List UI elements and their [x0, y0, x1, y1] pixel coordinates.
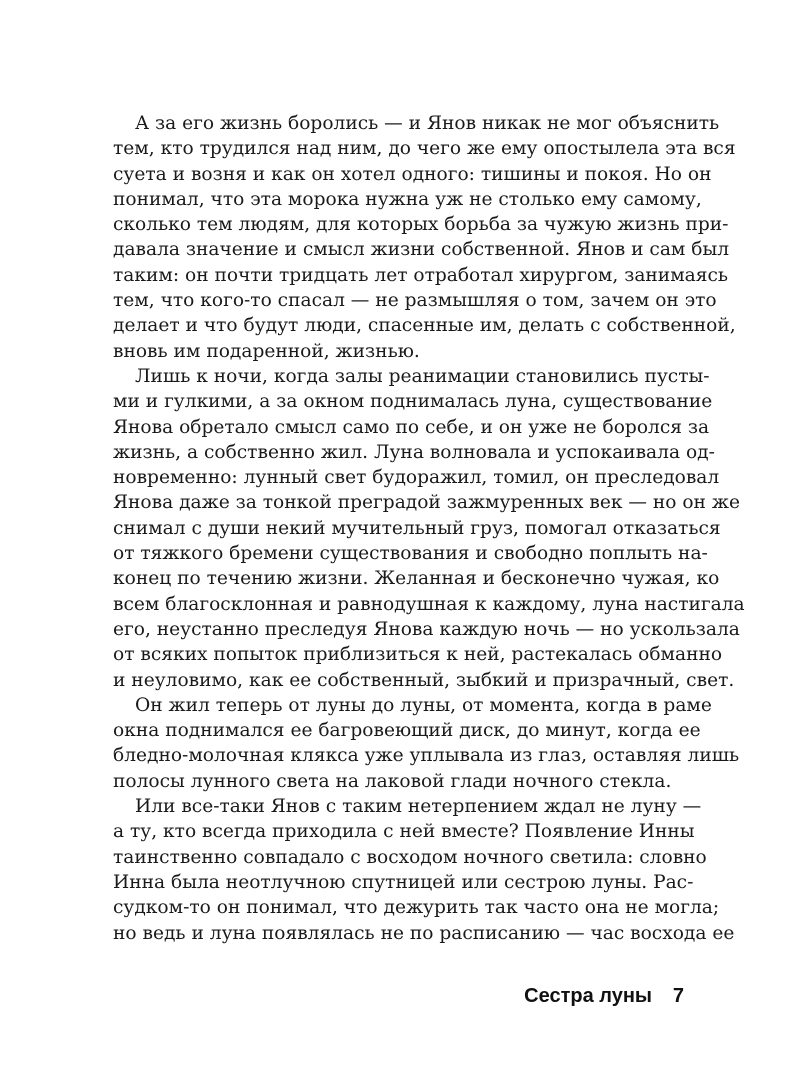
text-line: новременно: лунный свет будоражил, томил, он преследовал: [113, 467, 720, 489]
text-line: тем, что кого-то спасал — не размышляя о том, зачем он это: [113, 290, 717, 312]
running-title: Сестра луны: [524, 985, 652, 1007]
text-line: давала значение и смысл жизни собственной. Янов и сам был: [113, 239, 730, 261]
text-line: жизнь, а собственно жил. Луна волновала и успокаивала од-: [113, 441, 715, 463]
text-line: таинственно совпадало с восходом ночного светила: словно: [113, 846, 707, 868]
text-line: Или все-таки Янов с таким нетерпением ждал не луну —: [135, 796, 702, 818]
text-line: тем, кто трудился над ним, до чего же ему опостылела эта вся: [113, 138, 736, 160]
text-line: Янова обретало смысл само по себе, и он уже не боролся за: [113, 416, 710, 438]
text-line: его, неустанно преследуя Янова каждую ночь — но ускользала: [113, 618, 740, 640]
text-line: А за его жизнь боролись — и Янов никак не мог объяснить: [135, 113, 720, 134]
text-line: ми и гулкими, а за окном поднималась луна, существование: [113, 391, 713, 413]
text-line: сколько тем людям, для которых борьба за чужую жизнь при-: [113, 214, 729, 236]
text-line: Он жил теперь от луны до луны, от момента, когда в раме: [135, 694, 712, 716]
text-line: Инна была неотлучною спутницей или сестрою луны. Рас-: [113, 871, 694, 893]
text-line: всем благосклонная и равнодушная к каждому, луна настигала: [113, 593, 745, 615]
text-line: понимал, что эта морока нужна уж не столько ему самому,: [113, 188, 702, 210]
text-line: полосы лунного света на лаковой глади ночного стекла.: [113, 770, 672, 792]
text-line: судком-то он понимал, что дежурить так часто она не могла;: [113, 897, 720, 919]
text-line: от всяких попыток приблизиться к ней, растекалась обманно: [113, 644, 723, 666]
text-line: таким: он почти тридцать лет отработал хирургом, занимаясь: [113, 264, 729, 286]
text-line: вновь им подаренной, жизнью.: [113, 340, 420, 362]
text-line: но ведь и луна появлялась не по расписанию — час восхода ее: [113, 922, 735, 944]
text-line: суета и возня и как он хотел одного: тишины и покоя. Но он: [113, 163, 712, 185]
body-text: [113, 111, 745, 946]
text-line: и неуловимо, как ее собственный, зыбкий и призрачный, свет.: [113, 669, 735, 691]
text-line: снимал с души некий мучительный груз, помогал отказаться: [113, 517, 721, 539]
text-line: а ту, кто всегда приходила с ней вместе? Появление Инны: [113, 821, 695, 843]
text-line: Янова даже за тонкой преградой зажмуренных век — но он же: [113, 492, 740, 514]
page-footer: [470, 985, 694, 1015]
text-line: делает и что будут люди, спасенные им, делать с собственной,: [113, 315, 736, 337]
page-number: 7: [672, 985, 684, 1007]
text-line: окна поднимался ее багровеющий диск, до минут, когда ее: [113, 720, 701, 742]
text-line: Лишь к ночи, когда залы реанимации становились пусты-: [135, 365, 710, 387]
text-line: от тяжкого бремени существования и свободно поплыть на-: [113, 543, 708, 565]
text-line: бледно-молочная клякса уже уплывала из глаз, оставляя лишь: [113, 745, 740, 767]
text-line: конец по течению жизни. Желанная и бесконечно чужая, ко: [113, 568, 720, 590]
